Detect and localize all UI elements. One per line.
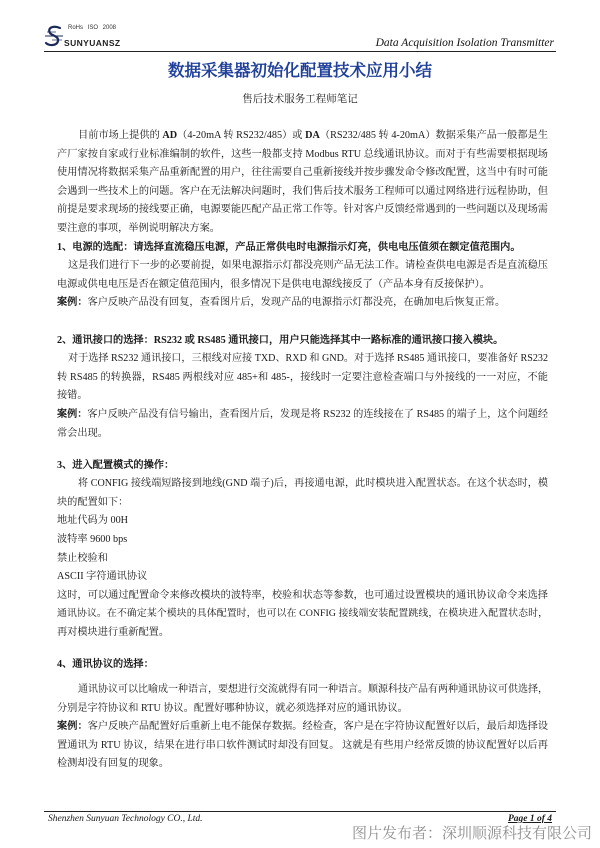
case-line [57, 294, 548, 313]
page-number: Page 1 of 4 [507, 814, 552, 824]
section-heading: 1、电源的选配：请选择直流稳压电源，产品正常供电时电源指示灯亮，供电电压值须在额定值范围内。 [57, 241, 521, 253]
case-line [57, 406, 548, 425]
paragraph-line: 对于选择 RS232 通讯接口，三根线对应接 TXD、RXD 和 GND。对于选择 RS485 通讯接口，要准备好 RS232 [68, 353, 548, 365]
text-run: （4-20mA 转 RS232/485）或 [177, 130, 306, 141]
config-item-checksum: 禁止校验和 [57, 552, 108, 564]
product-line-title: Data Acquisition Isolation Transmitter [375, 37, 554, 49]
company-logo [43, 22, 133, 50]
document-title: 数据采集器初始化配置技术应用小结 [168, 61, 432, 80]
document-body [57, 127, 548, 774]
section-heading: 2、通讯接口的选择：RS232 或 RS485 通讯接口，用户只能选择其中一路标准的通讯接口接入模块。 [57, 334, 504, 346]
document-subtitle: 售后技术服务工程师笔记 [242, 94, 358, 105]
footer-company: Shenzhen Sunyuan Technology CO., Ltd. [48, 814, 203, 824]
case-line [57, 718, 548, 737]
case-text: 客户反映产品没有回复，查看图片后，发现产品的电源指示灯都没亮，在确加电后恢复正常。 [87, 297, 506, 309]
section-communication-interface [57, 332, 548, 444]
text-run: 目前市场上提供的 [78, 130, 163, 141]
case-label: 案例： [57, 297, 88, 309]
paragraph-line: 再对模块进行重新配置。 [57, 626, 170, 638]
section-heading: 4、通讯协议的选择： [57, 659, 154, 671]
case-text: 客户反映产品没有信号输出，查看图片后，发现是将 RS232 的连线接在了 RS485 的端子上，这个问题经 [87, 408, 548, 420]
config-item-address: 地址代码为 00H [57, 515, 129, 527]
paragraph-line: 接错。 [57, 390, 88, 402]
case-label: 案例： [57, 408, 88, 420]
product-type-da: DA [305, 130, 320, 141]
sunyuan-logo-icon [43, 24, 65, 48]
footer-divider [44, 811, 556, 812]
case-line: 常会出现。 [57, 427, 108, 439]
publisher-watermark: 图片发布者：深圳顺源科技有限公司 [351, 824, 592, 842]
paragraph-line: 分别是字符协议和 RTU 协议。配置好哪种协议，就必须选择对应的通讯协议。 [57, 702, 408, 714]
paragraph-line: 前提是要求现场的接线要正确，电源要能匹配产品正常工作等。针对客户反馈经常遇到的一些问题以及现场需 [57, 204, 548, 216]
paragraph-line: 使用情况将数据采集产品重新配置的用户，往往需要自己重新接线并按步骤发命令修改配置，这当中有时可能 [57, 167, 548, 179]
case-line: 置通讯为 RTU 协议，结果在进行串口软件测试时却没有回复。 这就是有些用户经常反馈的协议配置好以后再 [57, 739, 548, 751]
case-line: 检测却没有回复的现象。 [57, 758, 170, 770]
paragraph-line: 转 RS485 的转换器，RS485 两根线对应 485+和 485-，接线时一定要注意检查端口与外接线的一一对应，不能 [57, 371, 548, 383]
section-protocol-selection [57, 656, 548, 774]
text-run: （RS232/485 转 4-20mA）数据采集产品一般都是生 [319, 130, 548, 141]
header-divider [44, 51, 556, 52]
intro-paragraph [57, 127, 548, 239]
brand-name: SUNYUANSZ [64, 38, 121, 48]
section-config-mode [57, 457, 548, 643]
paragraph-line [57, 127, 548, 146]
paragraph-line: 会遇到一些技术上的问题。客户在无法解决问题时，我们售后技术服务工程师可以通过网络进行远程协助，但 [57, 185, 548, 197]
product-type-ad: AD [162, 130, 178, 141]
paragraph-line: 将 CONFIG 接线端短路接到地线(GND 端子)后，再接通电源，此时模块进入配置状态。在这个状态时，模 [78, 478, 548, 490]
paragraph-line: 这是我们进行下一步的必要前提，如果电源指示灯都没亮则产品无法工作。请检查供电电源是否是直流稳压 [68, 260, 548, 272]
paragraph-line: 产厂家按自家或行业标准编制的软件，这些一般都支持 Modbus RTU 总线通讯协议。而对于有些需要根据现场 [57, 148, 548, 160]
case-text: 客户反映产品配置好后重新上电不能保存数据。经检查，客户是在字符协议配置好以后，最后却选择设 [87, 721, 548, 733]
case-label: 案例： [57, 721, 88, 733]
config-item-protocol: ASCII 字符通讯协议 [57, 571, 148, 583]
section-heading: 3、进入配置模式的操作： [57, 459, 175, 471]
paragraph-line: 通讯协议可以比喻成一种语言，要想进行交流就得有同一种语言。顺源科技产品有两种通讯协议可供选择， [78, 684, 548, 696]
section-power-supply [57, 239, 548, 313]
paragraph-line: 要注意的事项，举例说明解决方案。 [57, 222, 220, 234]
config-item-baud-rate: 波特率 9600 bps [57, 533, 128, 545]
paragraph-line: 这时，可以通过配置命令来修改模块的波特率，校验和状态等参数，也可通过设置模块的通讯协议命令来选择 [57, 589, 548, 601]
paragraph-line: 块的配置如下： [57, 496, 129, 508]
paragraph-line: 通讯协议。在不确定某个模块的具体配置时，也可以在 CONFIG 接线端安装配置跳线，在模块进入配置状态时， [57, 608, 548, 620]
paragraph-line: 电源或供电电压是否在额定值范围内，很多情况下是供电电源线接反了（产品本身有反接保护）。 [57, 278, 490, 290]
certification-text: RoHs ISO 2008 [68, 25, 117, 31]
